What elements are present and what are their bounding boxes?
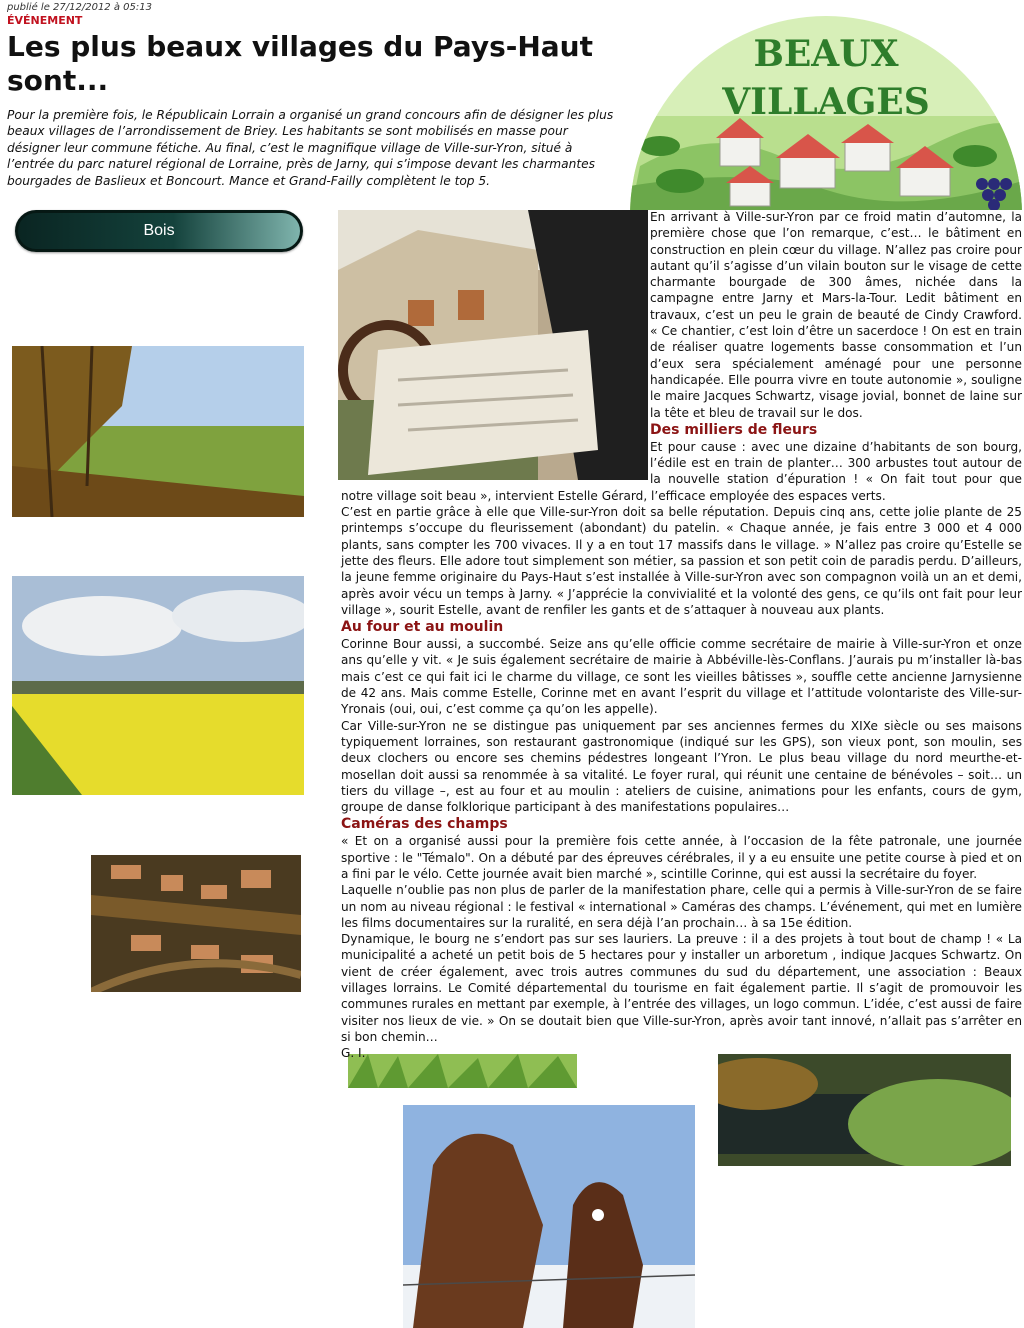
section-paragraph: Corinne Bour aussi, a succombé. Seize ans qu’elle officie comme secrétaire de mairie à Ville-sur-Yron et onze ans qu’elle y vit. « Je suis également secrétaire de mairie à Abbéville-lès-Conflans. J’aurais pu m’installer là-bas mais c’est ce qui fait ici le charme du village, ce sont les vieilles bâtisses », souffle cette ancienne Jarnysienne de 42 ans. Mais comme Estelle, Corinne met en avant l’esprit du village et l’attitude volontariste des Ville-sur-Yronais (oui, oui, c’est comme ça qu’on les appelle). <box>341 637 1022 717</box>
page-title: Les plus beaux villages du Pays-Haut sont... <box>7 30 594 97</box>
bois-button[interactable] <box>15 210 303 252</box>
section-paragraph: Dynamique, le bourg ne s’endort pas sur ses lauriers. La preuve : il a des projets à tout bout de champ ! « La municipalité a acheté un petit bois de 5 hectares pour y installer un arboretum , indique Jacques Schwartz. On vient de créer également, avec trois autres communes du sud du département, une association : Beaux villages lorrains. Le Comité départemental du tourisme en fait également partie. Il s’agit de promouvoir les communes rurales en mettant par exemple, à l’entrée des villages, un logo commun. L’idée, c’est aussi de faire visiter nos lieux de vie. » On se doutait bien que Ville-sur-Yron, après avoir tant innové, n’allait pas s’arrêter en si bon chemin… <box>341 932 1022 1044</box>
photo-float-spacer <box>341 209 650 485</box>
author-signature: G. I. <box>341 1046 366 1061</box>
article-body <box>341 209 1022 1062</box>
publication-date: publié le 27/12/2012 à 05:13 <box>7 2 152 13</box>
horses-photo <box>403 1105 695 1328</box>
aerial-village-photo <box>91 855 301 992</box>
intro-paragraph: En arrivant à Ville-sur-Yron par ce froid matin d’automne, la première chose que l’on remarque, c’est… le bâtiment en construction en plein cœur du village. N’allez pas croire pour autant qu’il s’agisse d’un vilain bouton sur le visage de cette charmante bourgade de 300 âmes, nichée dans la campagne entre Jarny et Mars-la-Tour. Ledit bâtiment en travaux, c’est un peu le grain de beauté de Cindy Crawford. « Ce chantier, c’est loin d’être un sacerdoce ! On est en train de réaliser quatre logements basse consommation et l’un d’eux sera spécialement aménagé pour une personne handicapée. Elle pourra vivre en toute autonomie », souligne le maire Jacques Schwartz, visage jovial, bonnet de laine sur la tête et bleu de travail sur le dos. <box>650 210 1022 420</box>
rapeseed-field-photo <box>12 576 304 795</box>
section-heading-fleurs: Des milliers de fleurs <box>650 421 818 438</box>
section-paragraph: « Et on a organisé aussi pour la première fois cette année, à l’occasion de la fête patronale, une journée sportive : le "Témalo". On a débuté par des épreuves cérébrales, il y a eu ensuite une petite course à pied et on a fini par le vélo. Cette journée avait bien marché », scintille Corinne, qui est aussi la secrétaire du foyer. <box>341 834 1022 881</box>
logo-line2: VILLAGES <box>722 81 930 123</box>
article-lead: Pour la première fois, le Républicain Lorrain a organisé un grand concours afin de désigner les plus beaux villages de l’arrondissement de Briey. Les habitants se sont mobilisés en masse pour désigner leur commune fétiche. Au final, c’est le magnifique village de Ville-sur-Yron, situé à l’entrée du parc naturel régional de Lorraine, près de Jarny, qui s’impose devant les charmantes bourgades de Baslieux et Boncourt. Mance et Grand-Failly complètent le top 5. <box>7 108 614 188</box>
section-paragraph: Car Ville-sur-Yron ne se distingue pas uniquement par ses anciennes fermes du XIXe siècle ou ses maisons typiquement lorraines, son restaurant gastronomique (indiqué sur les GPS), son vieux pont, son moulin, ses deux clochers ou encore ses chemins pédestres longeant l’Yron. Le plus beau village du nord meurthe-et-mosellan doit aussi sa renommée à sa vitalité. Le foyer rural, qui réunit une centaine de bénévoles – soit… un tiers du village –, est au four et au moulin : ateliers de cuisine, animations pour les enfants, cours de gym, groupe de danse folklorique participant à des manifestations populaires… <box>341 718 1022 815</box>
section-heading-cameras: Caméras des champs <box>341 816 508 833</box>
forest-field-photo <box>12 346 304 517</box>
section-paragraph: Laquelle n’oublie pas non plus de parler de la manifestation phare, celle qui a permis à Ville-sur-Yron de se faire un nom au niveau régional : le festival « international » Caméras des champs. L’événement, qui met en lumière les films documentaires sur la ruralité, en sera déjà l’an prochain… à sa 15e édition. <box>341 883 1022 930</box>
bois-button-label: Bois <box>143 222 175 239</box>
river-bank-photo <box>718 1054 1011 1166</box>
beaux-villages-logo <box>630 16 1022 210</box>
section-paragraph: C’est en partie grâce à elle que Ville-sur-Yron doit sa belle réputation. Depuis cinq ans, cette jolie plante de 25 printemps s’occupe du fleurissement (abondant) du patelin. « Chaque année, je fais entre 3 000 et 4 000 plants, sans compter les 700 vivaces. Il y a en tout 17 massifs dans le village. » N’allez pas croire qu’Estelle se jette des fleurs. Elle adore tout simplement son métier, sa passion et son petit coin de paradis perdu. D’ailleurs, la jeune femme originaire du Pays-Haut s’est installée à Ville-sur-Yron avec son compagnon voilà un an et demi, après avoir vécu un temps à Jarny. « J’apprécie la convivialité et la volonté des gens, ce qu’ils ont fait pour leur village », sourit Estelle, avant de renfiler les gants et de s’attaquer à nouveau aux plants. <box>341 505 1022 617</box>
section-heading-four-moulin: Au four et au moulin <box>341 619 504 636</box>
logo-line1: BEAUX <box>753 33 899 75</box>
section-paragraph: Et pour cause : avec une dizaine d’habitants de son bourg, l’édile est en train de planter… 300 arbustes tout autour de la nouvelle station d’épuration ! « On fait tout pour que notre village soit beau », intervient Estelle Gérard, l’efficace employée des espaces verts. <box>341 439 1022 503</box>
rubric-label: ÉVÉNEMENT <box>7 14 83 27</box>
